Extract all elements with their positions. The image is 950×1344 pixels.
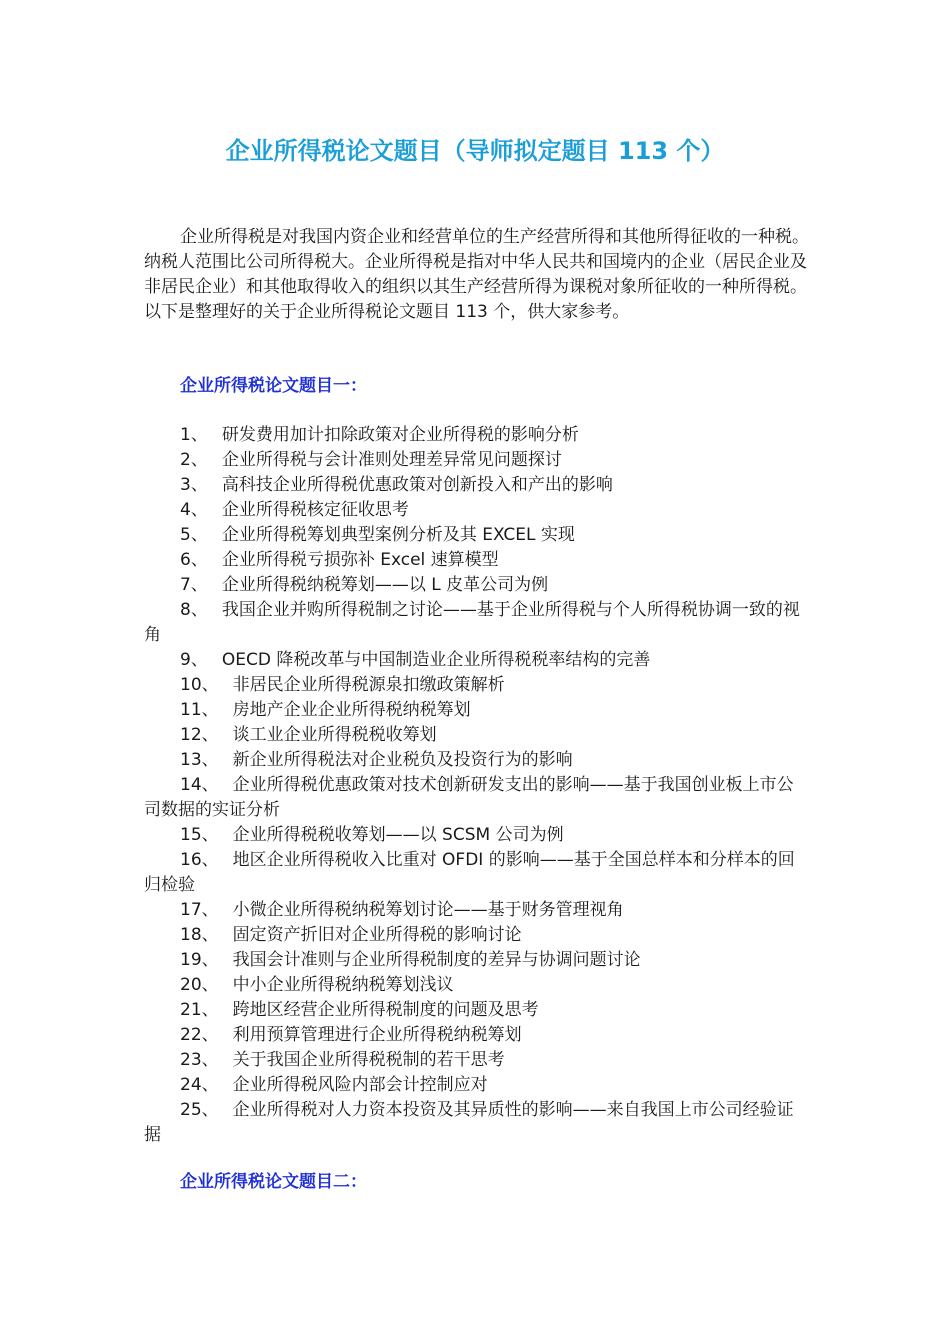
list-item-text: 固定资产折旧对企业所得税的影响讨论 [232, 925, 522, 945]
list-item [144, 1023, 810, 1048]
list-item-text: 企业所得税筹划典型案例分析及其 EXCEL 实现 [221, 525, 575, 545]
list-item [144, 973, 810, 998]
list-item [144, 673, 810, 698]
list-item-number: 11、 [180, 700, 219, 720]
list-item-number: 22、 [180, 1025, 219, 1045]
list-item [144, 473, 810, 498]
list-item-number: 14、 [180, 775, 219, 795]
list-item-number: 5、 [180, 525, 208, 545]
list-item-text: 小微企业所得税纳税筹划讨论——基于财务管理视角 [232, 900, 624, 920]
list-item-number: 13、 [180, 750, 219, 770]
list-item-text: 谈工业企业所得税税收筹划 [232, 725, 437, 745]
list-item-text: 我国企业并购所得税制之讨论——基于企业所得税与个人所得税协调一致的视角 [144, 600, 800, 645]
list-item [144, 948, 810, 973]
list-item-text: 企业所得税税收筹划——以 SCSM 公司为例 [232, 825, 564, 845]
list-item-text: 非居民企业所得税源泉扣缴政策解析 [232, 675, 505, 695]
list-item-text: 新企业所得税法对企业税负及投资行为的影响 [232, 750, 573, 770]
list-item-number: 20、 [180, 975, 219, 995]
list-item-text: 地区企业所得税收入比重对 OFDI 的影响——基于全国总样本和分样本的回归检验 [144, 850, 795, 895]
list-item-text: 房地产企业企业所得税纳税筹划 [232, 700, 471, 720]
list-item-number: 12、 [180, 725, 219, 745]
list-item [144, 748, 810, 773]
list-item-number: 8、 [180, 600, 208, 620]
list-item-number: 17、 [180, 900, 219, 920]
list-item-text: 企业所得税风险内部会计控制应对 [232, 1075, 488, 1095]
section-heading-1: 企业所得税论文题目一： [180, 376, 367, 396]
list-item [144, 1048, 810, 1073]
list-item-number: 1、 [180, 425, 208, 445]
list-item-text: 企业所得税核定征收思考 [221, 500, 409, 520]
list-item [144, 823, 810, 848]
list-item-number: 2、 [180, 450, 208, 470]
document-title: 企业所得税论文题目（导师拟定题目 113 个） [225, 137, 725, 165]
list-item-number: 16、 [180, 850, 219, 870]
list-item [144, 573, 810, 598]
topic-list [144, 423, 810, 1148]
list-item-number: 6、 [180, 550, 208, 570]
list-item-number: 10、 [180, 675, 219, 695]
list-item-number: 19、 [180, 950, 219, 970]
list-item [144, 598, 810, 648]
list-item-text: OECD 降税改革与中国制造业企业所得税税率结构的完善 [221, 650, 651, 670]
list-item-number: 7、 [180, 575, 208, 595]
list-item-text: 跨地区经营企业所得税制度的问题及思考 [232, 1000, 539, 1020]
list-item [144, 1073, 810, 1098]
list-item [144, 923, 810, 948]
list-item-text: 中小企业所得税纳税筹划浅议 [232, 975, 454, 995]
list-item [144, 648, 810, 673]
list-item [144, 1098, 810, 1148]
list-item [144, 898, 810, 923]
list-item [144, 448, 810, 473]
list-item [144, 523, 810, 548]
list-item-text: 企业所得税纳税筹划——以 L 皮革公司为例 [221, 575, 549, 595]
list-item-text: 企业所得税亏损弥补 Excel 速算模型 [221, 550, 499, 570]
list-item-number: 24、 [180, 1075, 219, 1095]
list-item [144, 998, 810, 1023]
list-item-number: 3、 [180, 475, 208, 495]
list-item-number: 25、 [180, 1100, 219, 1120]
list-item-text: 研发费用加计扣除政策对企业所得税的影响分析 [221, 425, 579, 445]
list-item-number: 9、 [180, 650, 208, 670]
list-item-text: 关于我国企业所得税税制的若干思考 [232, 1050, 505, 1070]
list-item [144, 548, 810, 573]
list-item-number: 15、 [180, 825, 219, 845]
list-item [144, 723, 810, 748]
list-item-text: 我国会计准则与企业所得税制度的差异与协调问题讨论 [232, 950, 641, 970]
list-item-text: 企业所得税与会计准则处理差异常见问题探讨 [221, 450, 562, 470]
list-item [144, 498, 810, 523]
list-item-text: 企业所得税对人力资本投资及其异质性的影响——来自我国上市公司经验证据 [144, 1100, 794, 1145]
list-item [144, 423, 810, 448]
list-item-number: 18、 [180, 925, 219, 945]
list-item-text: 利用预算管理进行企业所得税纳税筹划 [232, 1025, 522, 1045]
list-item [144, 848, 810, 898]
section-heading-2: 企业所得税论文题目二： [180, 1172, 367, 1192]
list-item [144, 773, 810, 823]
list-item-number: 4、 [180, 500, 208, 520]
list-item-text: 高科技企业所得税优惠政策对创新投入和产出的影响 [221, 475, 613, 495]
list-item-number: 23、 [180, 1050, 219, 1070]
list-item-number: 21、 [180, 1000, 219, 1020]
list-item-text: 企业所得税优惠政策对技术创新研发支出的影响——基于我国创业板上市公司数据的实证分析 [144, 775, 794, 820]
intro-paragraph: 企业所得税是对我国内资企业和经营单位的生产经营所得和其他所得征收的一种税。纳税人范围比公司所得税大。企业所得税是指对中华人民共和国境内的企业（居民企业及非居民企业）和其他取得收入的组织以其生产经营所得为课税对象所征收的一种所得税。以下是整理好的关于企业所得税论文题目 113 个，供大家参考。 [144, 227, 809, 322]
list-item [144, 698, 810, 723]
